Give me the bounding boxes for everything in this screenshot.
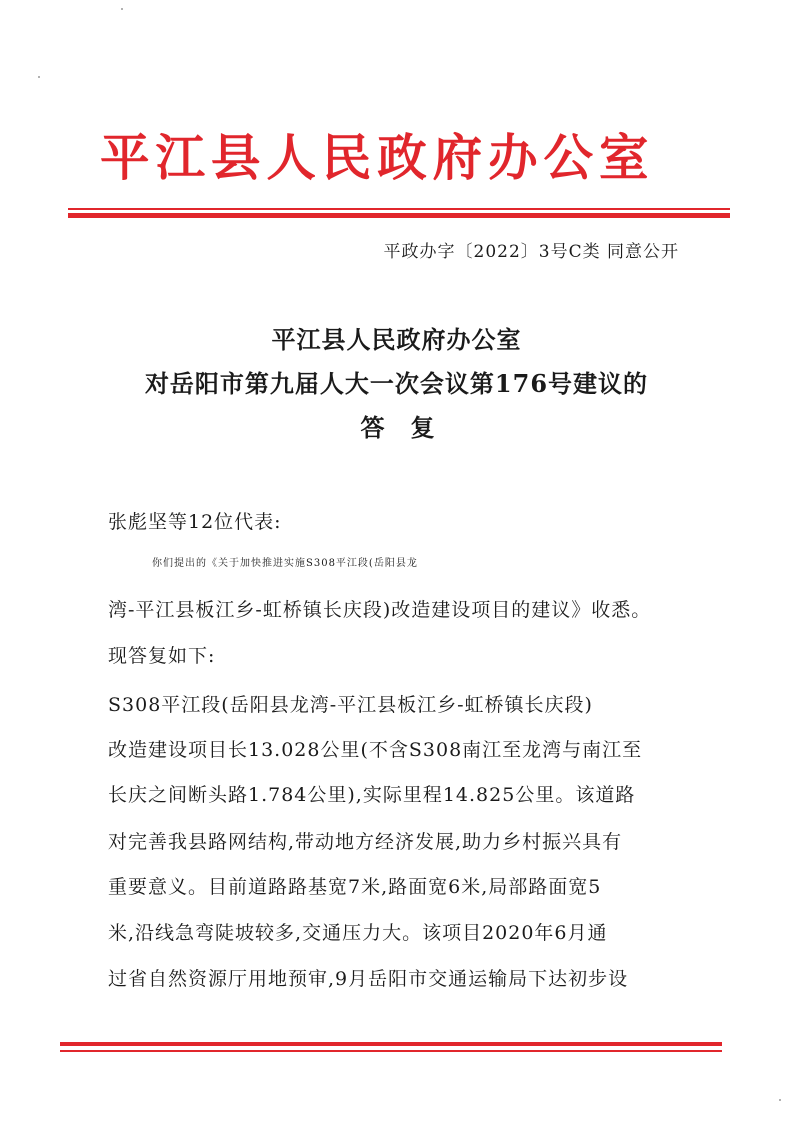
header-rule-thick xyxy=(68,213,730,218)
paragraph-1-line: 湾-平江县板江乡-虹桥镇长庆段)改造建设项目的建议》收悉。 xyxy=(108,599,652,621)
reply-title-line-2: 对岳阳市第九届人大一次会议第176号建议的 xyxy=(144,369,649,398)
paragraph-2-line: 重要意义。目前道路路基宽7米,路面宽6米,局部路面宽5 xyxy=(108,876,602,898)
paragraph-2-line: 米,沿线急弯陡坡较多,交通压力大。该项目2020年6月通 xyxy=(108,922,608,944)
footer-rule-thin xyxy=(60,1050,722,1052)
scan-speck xyxy=(38,76,40,78)
reply-title-line-1: 平江县人民政府办公室 xyxy=(271,325,522,354)
scan-speck xyxy=(779,1099,781,1101)
header-rule-thin xyxy=(68,208,730,210)
salutation: 张彪坚等12位代表: xyxy=(108,511,282,533)
paragraph-2-line: 对完善我县路网结构,带动地方经济发展,助力乡村振兴具有 xyxy=(108,831,623,853)
reply-title-line-3: 答复 xyxy=(360,413,461,442)
paragraph-1-line: 你们提出的《关于加快推进实施S308平江段(岳阳县龙 xyxy=(152,558,418,569)
document-number: 平政办字〔2022〕3号C类 同意公开 xyxy=(383,242,679,262)
paragraph-1-line: 现答复如下: xyxy=(108,645,216,667)
paragraph-2-line: 过省自然资源厅用地预审,9月岳阳市交通运输局下达初步设 xyxy=(108,968,629,990)
paragraph-2-line: 改造建设项目长13.028公里(不含S308南江至龙湾与南江至 xyxy=(108,739,643,761)
paragraph-2-line: 长庆之间断头路1.784公里),实际里程14.825公里。该道路 xyxy=(108,784,636,806)
footer-rule-thick xyxy=(60,1042,722,1046)
paragraph-2-line: S308平江段(岳阳县龙湾-平江县板江乡-虹桥镇长庆段) xyxy=(108,694,593,716)
issuer-header-title: 平江县人民政府办公室 xyxy=(100,128,655,187)
scan-speck xyxy=(121,8,123,10)
